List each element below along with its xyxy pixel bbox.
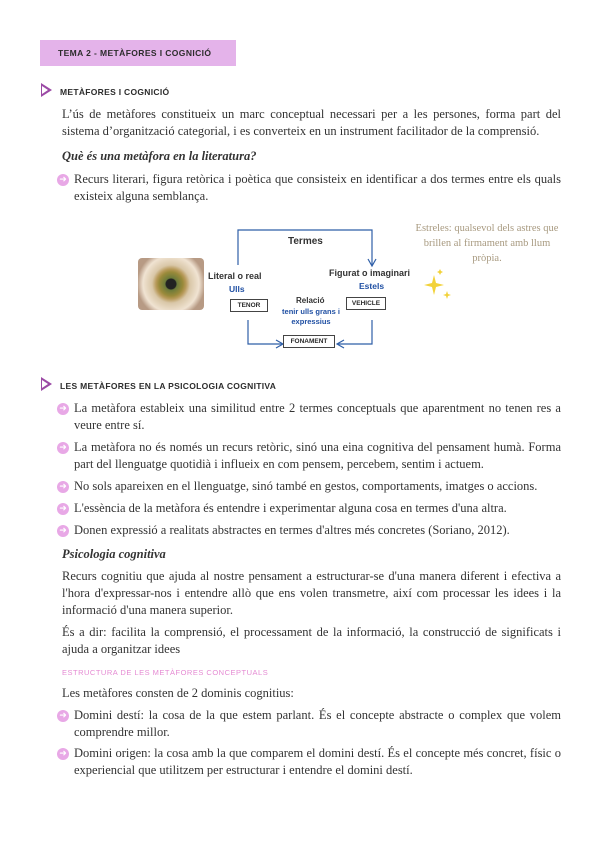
bullet-arrow-icon: ➜: [57, 525, 69, 537]
bullet-arrow-icon: ➜: [57, 481, 69, 493]
diagram-figurat: Figurat o imaginari: [329, 268, 411, 278]
bullet-arrow-icon: ➜: [57, 442, 69, 454]
paragraph: És a dir: facilita la comprensió, el processament de la informació, la construcció de significats i ajuda a organitzar idees: [62, 625, 561, 656]
structure-intro: Les metàfores consten de 2 dominis cognitius:: [62, 686, 294, 700]
list-item: [57, 522, 561, 539]
list-item: [57, 745, 561, 779]
list-item-text: La metàfora no és només un recurs retòric, sinó una eina cognitiva del pensament humà. Forma part del llenguatge quotidià i influeix en com pensem, percebem, sentim i actuem.: [74, 440, 561, 471]
list-item-text: Recurs literari, figura retòrica i poètica que consisteix en identificar a dos termes entre els quals existeix alguna semblança.: [74, 172, 561, 203]
list-item-text: L'essència de la metàfora és entendre i experimentar alguna cosa en termes d'una altra.: [74, 501, 507, 515]
section-arrow-icon: [41, 377, 52, 391]
list-item: [57, 478, 561, 495]
structure-heading: ESTRUCTURA DE LES METÀFORES CONCEPTUALS: [62, 668, 269, 677]
bullet-arrow-icon: ➜: [57, 403, 69, 415]
eye-image: [138, 258, 204, 310]
definition-note: Estreles: qualsevol dels astres que brillen al firmament amb llum pròpia.: [415, 223, 559, 264]
diagram-relacio: Relació: [296, 296, 325, 305]
fonament-box: FONAMENT: [283, 335, 335, 348]
section-arrow-icon: [41, 83, 52, 97]
diagram-literal: Literal o real: [208, 271, 262, 281]
paragraph: Recurs cognitiu que ajuda al nostre pensament a estructurar-se d'una manera diferent i efectiva a l'hora d'expressar-nos i entendre allò que ens volen transmetre, així com processar les idees i la informació d'una manera superior.: [62, 569, 561, 617]
list-item-text: La metàfora estableix una similitud entre 2 termes conceptuals que aparentment no tenen res a veure entre sí.: [74, 401, 561, 432]
question-heading: Què és una metàfora en la literatura?: [62, 149, 257, 163]
list-item: [57, 439, 561, 473]
list-item: [57, 400, 561, 434]
list-item-text: Donen expressió a realitats abstractes en termes d'altres més concretes (Soriano, 2012).: [74, 523, 510, 537]
diagram-relacio-detail: tenir ulls grans i expressius: [282, 307, 340, 326]
bullet-arrow-icon: ➜: [57, 174, 69, 186]
section-heading: METÀFORES I COGNICIÓ: [60, 87, 170, 97]
topic-banner: [40, 40, 236, 66]
section-heading: LES METÀFORES EN LA PSICOLOGIA COGNITIVA: [60, 381, 277, 391]
intro-paragraph: L’ús de metàfores constitueix un marc conceptual necessari per a les persones, forma part del sistema d’organització categorial, i es converteix en un instrument facilitador de la comprensió.: [62, 107, 561, 138]
list-item: [57, 707, 561, 741]
bullet-arrow-icon: ➜: [57, 710, 69, 722]
topic-title: TEMA 2 - METÀFORES I COGNICIÓ: [58, 48, 212, 58]
list-item: [57, 171, 561, 205]
diagram-ulls: Ulls: [229, 284, 245, 294]
list-item-text: Domini origen: la cosa amb la que comparem el domini destí. És el concepte més concret, físic o experiencial que utilitzem per estructurar i entendre el domini destí.: [74, 746, 561, 777]
bullet-arrow-icon: ➜: [57, 748, 69, 760]
diagram-estels: Estels: [359, 281, 385, 291]
list-item-text: No sols apareixen en el llenguatge, sinó també en gestos, comportaments, imatges o accions.: [74, 479, 538, 493]
subheading: Psicologia cognitiva: [62, 547, 166, 561]
vehicle-box: VEHICLE: [346, 297, 386, 310]
stars-icon: [420, 265, 460, 305]
diagram-termes: Termes: [288, 236, 323, 247]
bullet-arrow-icon: ➜: [57, 503, 69, 515]
tenor-box: TENOR: [230, 299, 268, 312]
list-item-text: Domini destí: la cosa de la que estem parlant. És el concepte abstracte o complex que volem comprendre millor.: [74, 708, 561, 739]
list-item: [57, 500, 561, 517]
